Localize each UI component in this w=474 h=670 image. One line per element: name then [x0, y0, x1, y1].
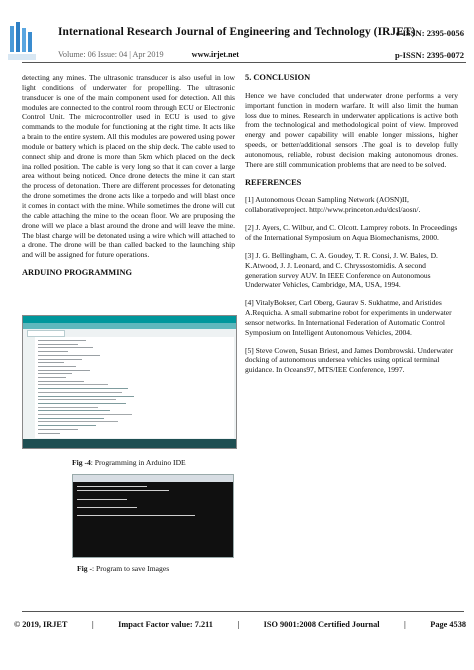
right-column [245, 73, 458, 383]
ide-line-gutter [25, 337, 35, 438]
code-line [38, 340, 86, 341]
ide-sketch-tab [27, 330, 65, 337]
code-line [38, 429, 78, 430]
code-line [38, 407, 98, 408]
figure-5-text: : Program to save Images [91, 564, 170, 573]
conclusion-paragraph: Hence we have concluded that underwater drone performs a very important function in modern warfare. It will also limit the human loss due to mines. Research in underwater applications is active both from the technological and methodological point of view. Improved energy and power capability will enable longer missions, higher speeds, or better/additional sensors .The goal is to develop fully autonomous, reliable, robust decision making autonomous drones. There are still communication problems that are need to be solved. [245, 90, 458, 169]
ide-status-bar [23, 439, 236, 448]
references-heading: REFERENCES [245, 177, 302, 187]
body-paragraph: detecting any mines. The ultrasonic transducer is also useful in low light conditions of underwater for propelling. The ultrasonic transducer is one of the main component used for detection. All this modules are connected to the control room through ECU or Electronic Control Unit. The microcontroller used in ECU is used to give commands to the module for functioning at the right time. It acts like a brain to the entire system. All this modules are powered using power module or battery which is placed on the ship deck. The cable used to connect ship and drone is more than 5km which placed on the deck ina rolled position. The cable is very long so that it can cover a large area without being noticed. Once drone detects the mine it can start the process of detonation. There are different processes for detonating the drone sometimes the drone acts like a torpedo and will blast once it comes in contact with the mine. While sometimes the drone will cut the cable attaching the mine to the ocean floor. We are pruposing the drone will we place a blast around the drone and will leave the mine. The blast charge will be detonated using a wire which will attached to a drone. The drone will be than called backed to the launching ship and will be assigned for future operations. [22, 73, 235, 260]
footer-separator: | [91, 620, 94, 629]
ide-code-editor [25, 337, 234, 438]
reference-item: [2] J. Ayers, C. Wilbur, and C. Olcott. Lamprey robots. In Proceedings of the International Symposium on Aqua Biomechanisms, 2000. [245, 223, 458, 242]
console-line [77, 515, 195, 516]
reference-item: [3] J. G. Bellingham, C. A. Goudey, T. R. Consi, J. W. Bales, D. K.Atwood, J. J. Leonard, and C. Chryssostomidis. A second generation survey AUV. In IEEE Conference on Autonomous Underwater Vehicles, Cambridge, MA, USA, 1994. [245, 250, 438, 290]
code-line [38, 392, 122, 393]
code-line [38, 425, 96, 426]
footer-impact-factor: Impact Factor value: 7.211 [118, 620, 213, 629]
figure-4-text: : Programming in Arduino IDE [90, 458, 186, 467]
p-issn: p-ISSN: 2395-0072 [395, 50, 464, 60]
e-issn: e-ISSN: 2395-0056 [395, 28, 464, 38]
code-line [38, 418, 104, 419]
code-line [38, 384, 108, 385]
volume-issue: Volume: 06 Issue: 04 | Apr 2019 [58, 50, 164, 59]
code-line [38, 377, 66, 378]
irjet-logo-icon [8, 22, 38, 62]
code-line [38, 366, 76, 367]
code-line [38, 351, 68, 352]
footer-copyright: © 2019, IRJET [14, 620, 68, 629]
header-rule [22, 62, 466, 63]
figure-4-caption [72, 458, 186, 467]
code-line [38, 396, 134, 397]
code-line [38, 399, 116, 400]
code-line [38, 347, 93, 348]
console-line [77, 507, 137, 508]
command-prompt-figure [72, 474, 234, 558]
console-line [77, 486, 147, 487]
page-footer [14, 620, 466, 629]
conclusion-heading: 5. CONCLUSION [245, 73, 311, 82]
arduino-ide-figure [22, 315, 237, 449]
journal-website: www.irjet.net [191, 50, 239, 59]
code-line [38, 381, 84, 382]
footer-separator: | [404, 620, 406, 629]
code-line [38, 373, 72, 374]
journal-title: International Research Journal of Engineering and Technology (IRJET) [58, 26, 416, 38]
reference-item: [1] Autonomous Ocean Sampling Network (AOSN)II, collaborativeproject. http://www.princeton.edu/dcsl/aosn/. [245, 195, 421, 215]
code-line [38, 421, 118, 422]
cmd-title-bar [73, 475, 233, 482]
code-line [38, 414, 132, 415]
footer-iso: ISO 9001:2008 Certified Journal [263, 620, 380, 629]
code-line [38, 344, 78, 345]
reference-item: [4] VitalyBokser, Carl Oberg, Gaurav S. Sukhatme, and Aristides A.Requicha. A small submarine robot for experiments in underwater sensor networks. In International Federation of Automatic Control Symposium on Intelligent Autonomous Vehicles, 2004. [245, 298, 452, 337]
ide-menu-bar [23, 316, 236, 323]
footer-rule [22, 611, 464, 612]
code-line [38, 433, 60, 434]
volume-line [58, 50, 239, 59]
footer-page-number: Page 4538 [430, 620, 466, 629]
code-line [38, 359, 82, 360]
code-line [38, 403, 126, 404]
figure-5-caption [77, 564, 169, 573]
footer-separator: | [237, 620, 240, 629]
console-line [77, 490, 169, 491]
code-line [38, 370, 90, 371]
page-header [0, 0, 474, 66]
left-column [22, 73, 235, 286]
ide-toolbar [23, 323, 236, 329]
figure-4-label: Fig -4 [72, 458, 91, 467]
code-line [38, 410, 110, 411]
code-line [38, 388, 128, 389]
reference-item: [5] Steve Cowen, Susan Briest, and James Dombrowski. Underwater docking of autonomous undersea vehicles using optical terminal guidance. In Oceans97, MTS/IEE Conference, 1997. [245, 345, 454, 375]
figure-5-label: Fig - [77, 564, 92, 573]
section-heading-arduino: ARDUINO PROGRAMMING [22, 268, 133, 278]
code-line [38, 362, 64, 363]
console-line [77, 499, 127, 500]
code-line [38, 355, 100, 356]
